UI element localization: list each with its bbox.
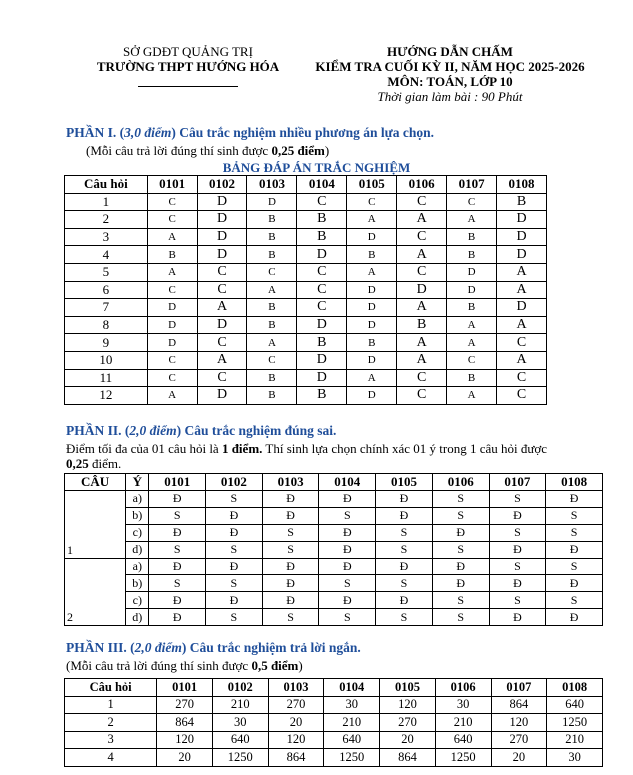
answer-cell: D [297, 316, 347, 334]
answer-cell: A [497, 351, 547, 369]
answer-cell: 120 [268, 731, 324, 749]
answer-cell: 270 [380, 714, 436, 732]
answer-table-title: BẢNG ĐÁP ÁN TRẮC NGHIỆM [222, 160, 411, 175]
answer-cell: D [347, 281, 397, 299]
answer-cell: C [197, 263, 247, 281]
answer-cell: D [347, 299, 397, 317]
table-row [65, 369, 547, 387]
header-cell: 0104 [324, 679, 380, 697]
question-number-cell: 4 [65, 749, 157, 767]
answer-cell: B [447, 246, 497, 264]
answer-cell: S [206, 575, 263, 592]
header-cell: 0107 [447, 176, 497, 194]
table-row [65, 592, 603, 609]
item-label-cell: d) [126, 541, 149, 558]
part2-answer-table [64, 473, 603, 626]
answer-cell: S [432, 541, 489, 558]
answer-cell: C [147, 351, 197, 369]
answer-cell: C [397, 387, 447, 405]
answer-cell: 120 [380, 696, 436, 714]
answer-cell: Đ [262, 491, 319, 508]
answer-cell: S [376, 524, 433, 541]
answer-cell: S [319, 507, 376, 524]
answer-cell: C [297, 299, 347, 317]
header-cell: 0101 [147, 176, 197, 194]
answer-cell: A [247, 281, 297, 299]
answer-cell: Đ [206, 507, 263, 524]
answer-cell: B [147, 246, 197, 264]
answer-cell: D [147, 334, 197, 352]
answer-cell: 864 [380, 749, 436, 767]
header-cell: 0103 [247, 176, 297, 194]
item-label-cell: a) [126, 558, 149, 575]
part2-title: PHẦN II. (2,0 điểm) Câu trắc nghiệm đúng sai. [66, 423, 337, 438]
header-cell: 0106 [397, 176, 447, 194]
answer-cell: 1250 [212, 749, 268, 767]
answer-cell: S [432, 507, 489, 524]
table-row [65, 334, 547, 352]
answer-cell: 20 [268, 714, 324, 732]
answer-cell: Đ [149, 609, 206, 626]
answer-cell: Đ [149, 558, 206, 575]
answer-cell: S [206, 541, 263, 558]
answer-cell: Đ [149, 524, 206, 541]
answer-cell: S [489, 558, 546, 575]
answer-cell: A [447, 316, 497, 334]
answer-cell: S [262, 541, 319, 558]
answer-cell: A [347, 369, 397, 387]
answer-cell: S [206, 609, 263, 626]
header-cell: 0101 [149, 474, 206, 491]
answer-cell: S [376, 575, 433, 592]
table-row [65, 491, 603, 508]
answer-cell: 1250 [324, 749, 380, 767]
answer-cell: C [147, 193, 197, 211]
answer-cell: A [147, 228, 197, 246]
answer-cell: 640 [324, 731, 380, 749]
table-row [65, 299, 547, 317]
header-cell: Câu hỏi [65, 679, 157, 697]
answer-cell: Đ [432, 558, 489, 575]
question-number-cell: 3 [65, 228, 148, 246]
answer-cell: C [447, 193, 497, 211]
answer-cell: B [297, 228, 347, 246]
answer-cell: S [546, 524, 603, 541]
header-cell: 0107 [489, 474, 546, 491]
answer-cell: 270 [157, 696, 213, 714]
answer-cell: D [447, 263, 497, 281]
answer-cell: S [376, 541, 433, 558]
answer-cell: 210 [212, 696, 268, 714]
question-number-cell: 1 [65, 491, 126, 559]
answer-cell: S [319, 575, 376, 592]
question-number-cell: 7 [65, 299, 148, 317]
answer-cell: D [447, 281, 497, 299]
table-header-row [65, 176, 547, 194]
answer-cell: Đ [489, 609, 546, 626]
answer-cell: A [347, 263, 397, 281]
answer-cell: Đ [432, 524, 489, 541]
table-row [65, 387, 547, 405]
answer-cell: D [197, 193, 247, 211]
question-number-cell: 12 [65, 387, 148, 405]
answer-cell: D [497, 246, 547, 264]
answer-cell: A [497, 263, 547, 281]
school-name: TRƯỜNG THPT HƯỚNG HÓA [96, 59, 280, 74]
subject-grade: MÔN: TOÁN, LỚP 10 [387, 74, 513, 89]
answer-cell: 864 [157, 714, 213, 732]
answer-cell: S [262, 609, 319, 626]
header-cell: 0101 [157, 679, 213, 697]
table-row [65, 351, 547, 369]
answer-cell: Đ [262, 592, 319, 609]
answer-cell: A [147, 387, 197, 405]
header-cell: 0108 [497, 176, 547, 194]
table-row [65, 316, 547, 334]
answer-cell: 270 [491, 731, 547, 749]
answer-cell: Đ [206, 524, 263, 541]
answer-cell: A [397, 246, 447, 264]
header-cell: 0105 [380, 679, 436, 697]
answer-cell: D [497, 211, 547, 229]
answer-cell: Đ [319, 558, 376, 575]
answer-cell: A [447, 387, 497, 405]
part3-answer-table [64, 678, 603, 767]
answer-cell: C [397, 263, 447, 281]
question-number-cell: 1 [65, 193, 148, 211]
answer-cell: A [397, 351, 447, 369]
answer-cell: Đ [546, 609, 603, 626]
answer-cell: 864 [268, 749, 324, 767]
answer-cell: 210 [435, 714, 491, 732]
item-label-cell: c) [126, 592, 149, 609]
question-number-cell: 10 [65, 351, 148, 369]
table-row [65, 749, 603, 767]
answer-cell: Đ [376, 507, 433, 524]
answer-cell: B [247, 387, 297, 405]
answer-cell: D [297, 351, 347, 369]
answer-cell: B [297, 387, 347, 405]
answer-cell: D [197, 387, 247, 405]
header-cell: 0103 [262, 474, 319, 491]
question-number-cell: 4 [65, 246, 148, 264]
answer-cell: 210 [547, 731, 603, 749]
answer-cell: B [247, 299, 297, 317]
header-cell: Câu hỏi [65, 176, 148, 194]
answer-cell: Đ [262, 507, 319, 524]
answer-cell: A [347, 211, 397, 229]
answer-cell: Đ [262, 575, 319, 592]
table-row [65, 575, 603, 592]
answer-cell: B [247, 211, 297, 229]
answer-cell: S [489, 592, 546, 609]
answer-cell: B [347, 246, 397, 264]
answer-cell: D [197, 228, 247, 246]
answer-cell: B [247, 316, 297, 334]
answer-cell: 1250 [547, 714, 603, 732]
header-cell: 0102 [212, 679, 268, 697]
answer-cell: A [447, 334, 497, 352]
table-header-row [65, 474, 603, 491]
answer-cell: 20 [380, 731, 436, 749]
answer-cell: B [297, 334, 347, 352]
answer-cell: D [147, 299, 197, 317]
answer-cell: Đ [262, 558, 319, 575]
answer-cell: C [197, 369, 247, 387]
table-row [65, 193, 547, 211]
part1-title: PHẦN I. (3,0 điểm) Câu trắc nghiệm nhiều phương án lựa chọn. [66, 125, 434, 140]
answer-cell: S [262, 524, 319, 541]
exam-duration: Thời gian làm bài : 90 Phút [377, 89, 523, 104]
answer-cell: B [497, 193, 547, 211]
table-header-row [65, 679, 603, 697]
question-number-cell: 6 [65, 281, 148, 299]
table-row [65, 263, 547, 281]
answer-cell: C [347, 193, 397, 211]
question-number-cell: 11 [65, 369, 148, 387]
answer-cell: 640 [547, 696, 603, 714]
answer-cell: S [489, 524, 546, 541]
question-number-cell: 2 [65, 558, 126, 626]
item-label-cell: c) [126, 524, 149, 541]
answer-cell: S [376, 609, 433, 626]
item-label-cell: b) [126, 507, 149, 524]
answer-cell: A [397, 299, 447, 317]
answer-cell: 1250 [435, 749, 491, 767]
answer-cell: Đ [376, 491, 433, 508]
answer-cell: Đ [319, 592, 376, 609]
answer-cell: S [319, 609, 376, 626]
answer-cell: B [447, 228, 497, 246]
header-cell: CÂU [65, 474, 126, 491]
header-cell: 0102 [197, 176, 247, 194]
answer-cell: Đ [489, 541, 546, 558]
answer-cell: D [397, 281, 447, 299]
part2-note: Điểm tối đa của 01 câu hỏi là 1 điểm. Thí sinh lựa chọn chính xác 01 ý trong 1 câu hỏi được 0,25 điểm. [66, 441, 548, 471]
answer-cell: 120 [491, 714, 547, 732]
answer-cell: C [397, 228, 447, 246]
answer-cell: S [489, 491, 546, 508]
table-row [65, 731, 603, 749]
answer-cell: 30 [547, 749, 603, 767]
answer-cell: Đ [376, 592, 433, 609]
answer-cell: B [397, 316, 447, 334]
answer-cell: Đ [149, 592, 206, 609]
answer-cell: B [247, 246, 297, 264]
answer-cell: C [147, 211, 197, 229]
answer-cell: D [347, 387, 397, 405]
answer-cell: D [297, 369, 347, 387]
answer-cell: D [297, 246, 347, 264]
answer-cell: 30 [435, 696, 491, 714]
answer-cell: 120 [157, 731, 213, 749]
header-cell: 0104 [319, 474, 376, 491]
table-row [65, 696, 603, 714]
header-cell: 0102 [206, 474, 263, 491]
answer-cell: B [447, 369, 497, 387]
answer-cell: S [432, 609, 489, 626]
answer-cell: D [197, 211, 247, 229]
item-label-cell: a) [126, 491, 149, 508]
school-header [58, 44, 318, 87]
question-number-cell: 2 [65, 211, 148, 229]
answer-cell: D [247, 193, 297, 211]
answer-cell: D [497, 299, 547, 317]
item-label-cell: b) [126, 575, 149, 592]
answer-cell: A [447, 211, 497, 229]
header-divider [138, 86, 238, 87]
answer-cell: C [147, 369, 197, 387]
answer-cell: 20 [491, 749, 547, 767]
answer-cell: A [397, 211, 447, 229]
answer-cell: C [297, 281, 347, 299]
answer-cell: 20 [157, 749, 213, 767]
table-row [65, 558, 603, 575]
answer-cell: S [546, 592, 603, 609]
answer-cell: C [447, 351, 497, 369]
answer-cell: Đ [206, 592, 263, 609]
answer-cell: C [197, 334, 247, 352]
answer-cell: Đ [149, 491, 206, 508]
header-cell: 0108 [547, 679, 603, 697]
answer-cell: 30 [212, 714, 268, 732]
answer-cell: A [247, 334, 297, 352]
answer-cell: Đ [489, 575, 546, 592]
answer-cell: B [247, 228, 297, 246]
answer-cell: B [447, 299, 497, 317]
answer-cell: D [347, 351, 397, 369]
document-title: HƯỚNG DẪN CHẤM [387, 44, 513, 59]
answer-cell: A [397, 334, 447, 352]
answer-cell: S [546, 507, 603, 524]
table-row [65, 246, 547, 264]
answer-cell: B [297, 211, 347, 229]
header-cell: 0105 [347, 176, 397, 194]
part1-answer-table [64, 175, 547, 405]
answer-cell: C [397, 193, 447, 211]
table-row [65, 609, 603, 626]
header-cell: Ý [126, 474, 149, 491]
answer-cell: C [297, 263, 347, 281]
answer-cell: A [147, 263, 197, 281]
answer-cell: C [397, 369, 447, 387]
answer-cell: B [247, 369, 297, 387]
answer-cell: D [347, 316, 397, 334]
header-cell: 0103 [268, 679, 324, 697]
answer-cell: D [147, 316, 197, 334]
answer-cell: S [432, 592, 489, 609]
answer-cell: S [432, 491, 489, 508]
question-number-cell: 5 [65, 263, 148, 281]
answer-cell: D [197, 316, 247, 334]
answer-cell: A [497, 316, 547, 334]
question-number-cell: 1 [65, 696, 157, 714]
item-label-cell: d) [126, 609, 149, 626]
header-cell: 0106 [435, 679, 491, 697]
table-row [65, 524, 603, 541]
table-row [65, 507, 603, 524]
answer-cell: A [197, 351, 247, 369]
header-cell: 0108 [546, 474, 603, 491]
answer-cell: D [197, 246, 247, 264]
answer-cell: C [497, 387, 547, 405]
answer-cell: S [546, 558, 603, 575]
answer-cell: Đ [319, 524, 376, 541]
answer-cell: 640 [435, 731, 491, 749]
answer-cell: D [497, 228, 547, 246]
header-cell: 0106 [432, 474, 489, 491]
question-number-cell: 3 [65, 731, 157, 749]
table-row [65, 281, 547, 299]
header-cell: 0107 [491, 679, 547, 697]
table-row [65, 541, 603, 558]
answer-cell: C [497, 369, 547, 387]
answer-cell: Đ [319, 491, 376, 508]
answer-cell: C [147, 281, 197, 299]
answer-cell: Đ [319, 541, 376, 558]
answer-cell: S [149, 541, 206, 558]
answer-cell: C [497, 334, 547, 352]
answer-cell: 640 [212, 731, 268, 749]
answer-cell: Đ [376, 558, 433, 575]
answer-cell: S [149, 575, 206, 592]
question-number-cell: 9 [65, 334, 148, 352]
answer-cell: S [206, 491, 263, 508]
question-number-cell: 8 [65, 316, 148, 334]
answer-cell: 210 [324, 714, 380, 732]
header-cell: 0104 [297, 176, 347, 194]
answer-cell: 270 [268, 696, 324, 714]
answer-cell: Đ [546, 575, 603, 592]
table-row [65, 228, 547, 246]
answer-cell: C [197, 281, 247, 299]
answer-cell: Đ [432, 575, 489, 592]
answer-cell: C [297, 193, 347, 211]
part1-note: (Mỗi câu trả lời đúng thí sinh được 0,25 điểm) [86, 143, 330, 158]
answer-cell: 30 [324, 696, 380, 714]
answer-cell: A [197, 299, 247, 317]
exam-name: KIỂM TRA CUỐI KỲ II, NĂM HỌC 2025-2026 [315, 59, 585, 74]
department-name: SỞ GDĐT QUẢNG TRỊ [123, 44, 253, 59]
answer-cell: Đ [206, 558, 263, 575]
answer-cell: A [497, 281, 547, 299]
exam-header [290, 44, 610, 105]
answer-cell: C [247, 351, 297, 369]
table-row [65, 211, 547, 229]
table-row [65, 714, 603, 732]
answer-cell: B [347, 334, 397, 352]
answer-cell: Đ [546, 541, 603, 558]
answer-cell: D [347, 228, 397, 246]
header-cell: 0105 [376, 474, 433, 491]
part3-title: PHẦN III. (2,0 điểm) Câu trắc nghiệm trả lời ngắn. [66, 640, 361, 655]
answer-cell: Đ [489, 507, 546, 524]
part3-note: (Mỗi câu trả lời đúng thí sinh được 0,5 điểm) [66, 658, 303, 673]
question-number-cell: 2 [65, 714, 157, 732]
answer-cell: C [247, 263, 297, 281]
answer-cell: 864 [491, 696, 547, 714]
answer-cell: Đ [546, 491, 603, 508]
answer-cell: S [149, 507, 206, 524]
